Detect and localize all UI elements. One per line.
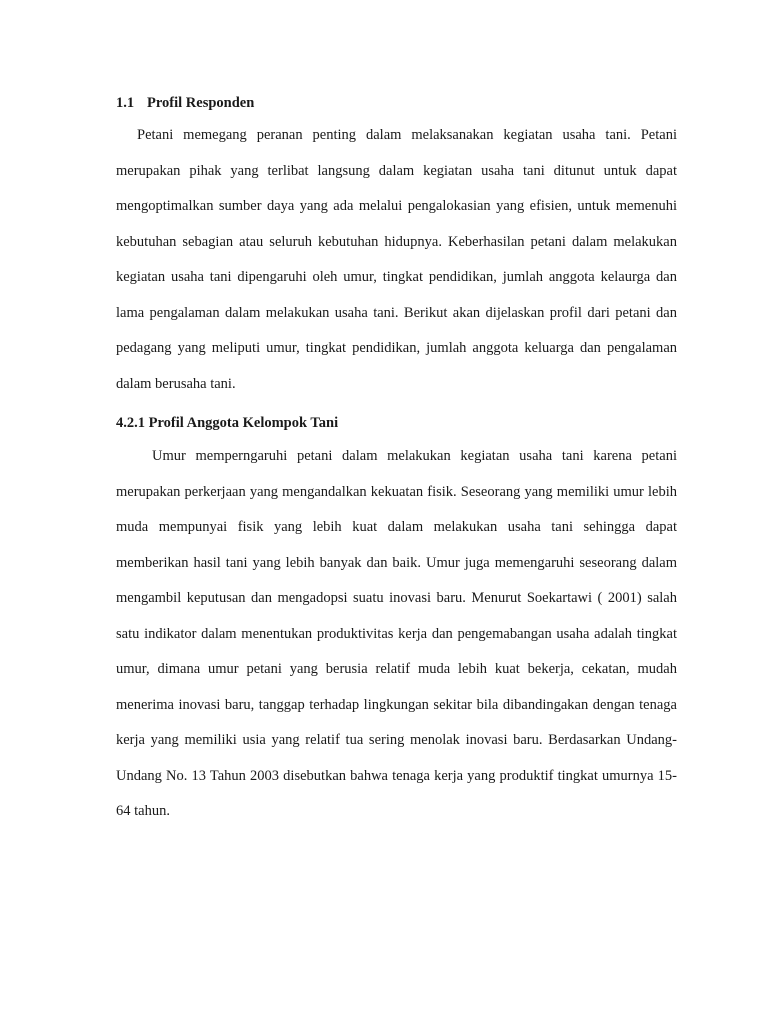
section-heading-profil-responden: [116, 94, 254, 112]
section-title: Profil Responden: [147, 95, 255, 111]
section-number: 1.1: [116, 95, 135, 111]
paragraph-profil-responden: Petani memegang peranan penting dalam melaksanakan kegiatan usaha tani. Petani merupakan pihak yang terlibat langsung dalam kegiatan usaha tani ditunut untuk dapat mengoptimalkan sumber daya yang ada melalui pengalokasian yang efisien, untuk memenuhi kebutuhan sebagian atau seluruh kebutuhan hidupnya. Keberhasilan petani dalam melakukan kegiatan usaha tani dipengaruhi oleh umur, tingkat pendidikan, jumlah anggota kelaurga dan lama pengalaman dalam melakukan usaha tani. Berikut akan dijelaskan profil dari petani dan pedagang yang meliputi umur, tingkat pendidikan, jumlah anggota keluarga dan pengalaman dalam berusaha tani.: [116, 127, 677, 392]
section-heading-profil-anggota-kelompok-tani: 4.2.1 Profil Anggota Kelompok Tani: [116, 415, 339, 431]
paragraph-profil-anggota: Umur memperngaruhi petani dalam melakukan kegiatan usaha tani karena petani merupakan perkerjaan yang mengandalkan kekuatan fisik. Seseorang yang memiliki umur lebih muda mempunyai fisik yang lebih kuat dalam melakukan usaha tani sehingga dapat memberikan hasil tani yang lebih banyak dan baik. Umur juga memengaruhi seseorang dalam mengambil keputusan dan mengadopsi suatu inovasi baru. Menurut Soekartawi ( 2001) salah satu indikator dalam menentukan produktivitas kerja dan pengemabangan usaha adalah tingkat umur, dimana umur petani yang berusia relatif muda lebih kuat bekerja, cekatan, mudah menerima inovasi baru, tanggap terhadap lingkungan sekitar bila dibandingakan dengan tenaga kerja yang memiliki usia yang relatif tua sering menolak inovasi baru. Berdasarkan Undang-Undang No. 13 Tahun 2003 disebutkan bahwa tenaga kerja yang produktif tingkat umurnya 15-64 tahun.: [116, 448, 677, 819]
